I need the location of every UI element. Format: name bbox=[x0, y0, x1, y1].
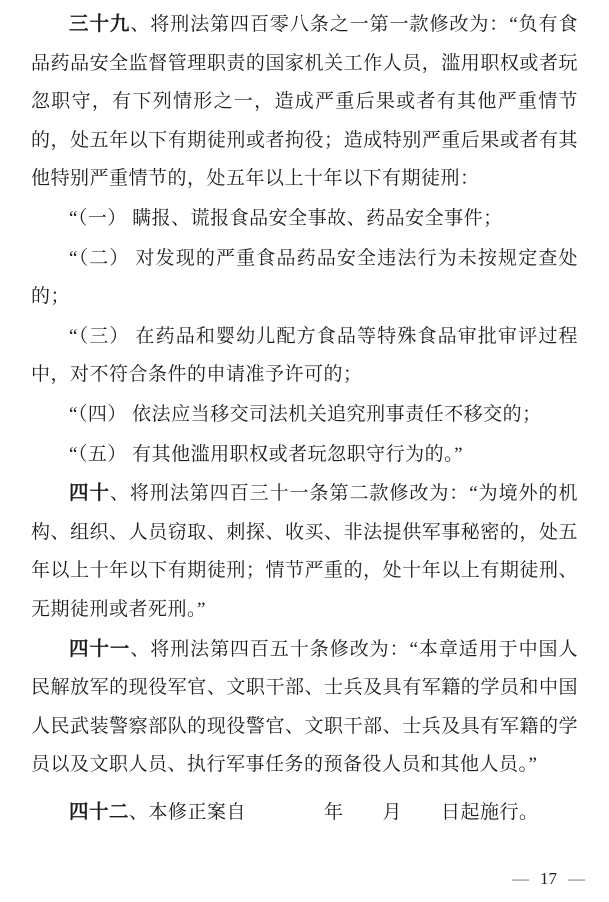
paragraph-text: 、将刑法第四百五十条修改为：“本章适用于中国人民解放军的现役军官、文职干部、士兵及具有军籍的学员和中国人民武装警察部队的现役警官、文职干部、士兵及具有军籍的学员以及文职人员、执行军事任务的预备役人员和其他人员。” bbox=[31, 638, 578, 776]
paragraph-item-4 bbox=[31, 395, 578, 435]
paragraph-text: 、将刑法第四百三十一条第二款修改为：“为境外的机构、组织、人员窃取、刺探、收买、非法提供军事秘密的，处五年以上十年以下有期徒刑；情节严重的，处十年以上有期徒刑、无期徒刑或者死刑。” bbox=[31, 483, 578, 620]
paragraph-text: “（二） 对发现的严重食品药品安全违法行为未按规定查处的； bbox=[31, 247, 578, 308]
paragraph-text: 、本修正案自 年 月 日起施行。 bbox=[129, 801, 539, 823]
paragraph-text: “（三） 在药品和婴幼儿配方食品等特殊食品审批审评过程中，对不符合条件的申请准予许可的； bbox=[31, 325, 578, 386]
section-number: 四十 bbox=[69, 482, 110, 505]
paragraph-text: “（一） 瞒报、谎报食品安全事故、药品安全事件； bbox=[69, 207, 503, 229]
paragraph-text: “（四） 依法应当移交司法机关追究刑事责任不移交的； bbox=[69, 403, 542, 425]
section-number: 四十一 bbox=[69, 637, 131, 660]
paragraph-item-2 bbox=[31, 239, 578, 317]
footer-dash-left: — bbox=[512, 869, 529, 888]
paragraph-text: 、将刑法第四百零八条之一第一款修改为：“负有食品药品安全监督管理职责的国家机关工作人员，滥用职权或者玩忽职守，有下列情形之一，造成严重后果或者有其他严重情节的，处五年以下有期徒刑或者拘役；造成特别严重后果或者有其他特别严重情节的，处五年以上十年以下有期徒刑： bbox=[31, 14, 578, 190]
paragraph-article-42 bbox=[31, 793, 578, 833]
paragraph-text: “（五） 有其他滥用职权或者玩忽职守行为的。” bbox=[69, 443, 464, 465]
document-body bbox=[31, 5, 578, 832]
page-number: 17 bbox=[540, 869, 557, 888]
section-number: 四十二 bbox=[69, 800, 130, 823]
paragraph-article-40 bbox=[31, 474, 578, 629]
footer-dash-right: — bbox=[568, 869, 585, 888]
paragraph-article-41 bbox=[31, 630, 578, 785]
page-footer bbox=[512, 868, 585, 889]
section-number: 三十九 bbox=[69, 13, 131, 35]
paragraph-item-5 bbox=[31, 435, 578, 475]
paragraph-item-3 bbox=[31, 317, 578, 395]
paragraph-article-39 bbox=[31, 5, 578, 199]
paragraph-item-1 bbox=[31, 199, 578, 239]
